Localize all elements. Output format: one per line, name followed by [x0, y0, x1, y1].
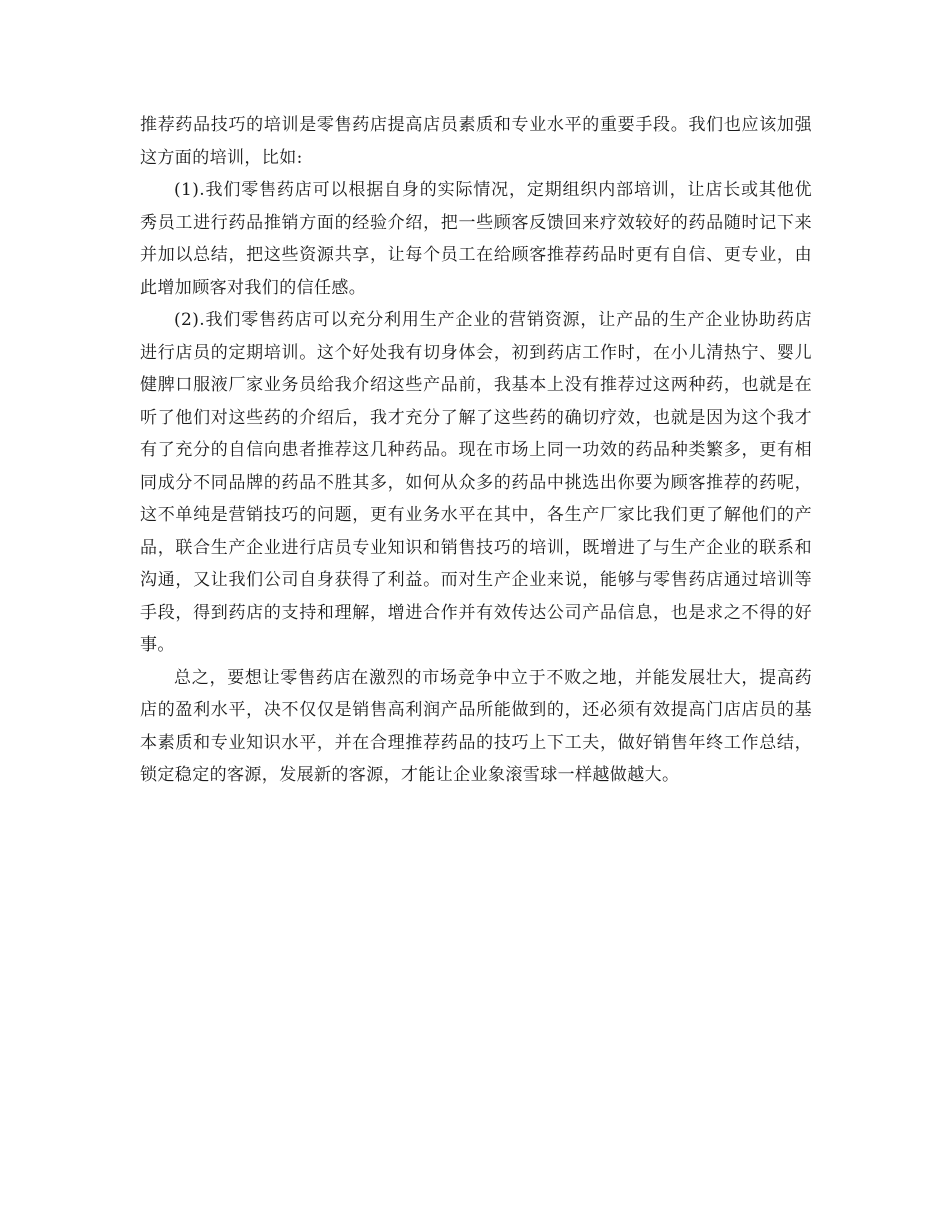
paragraph-point-2: (2).我们零售药店可以充分利用生产企业的营销资源，让产品的生产企业协助药店进行店员的定期培训。这个好处我有切身体会，初到药店工作时，在小儿清热宁、婴儿健脾口服液厂家业务员给我介绍这些产品前，我基本上没有推荐过这两种药，也就是在听了他们对这些药的介绍后，我才充分了解了这些药的确切疗效，也就是因为这个我才有了充分的自信向患者推荐这几种药品。现在市场上同一功效的药品种类繁多，更有相同成分不同品牌的药品不胜其多，如何从众多的药品中挑选出你要为顾客推荐的药呢，这不单纯是营销技巧的问题，更有业务水平在其中，各生产厂家比我们更了解他们的产品，联合生产企业进行店员专业知识和销售技巧的培训，既增进了与生产企业的联系和沟通，又让我们公司自身获得了利益。而对生产企业来说，能够与零售药店通过培训等手段，得到药店的支持和理解，增进合作并有效传达公司产品信息，也是求之不得的好事。	[140, 310, 812, 655]
paragraph-intro: 推荐药品技巧的培训是零售药店提高店员素质和专业水平的重要手段。我们也应该加强这方面的培训，比如:	[140, 115, 812, 168]
document-body	[140, 109, 812, 792]
paragraph-point-1: (1).我们零售药店可以根据自身的实际情况，定期组织内部培训，让店长或其他优秀员工进行药品推销方面的经验介绍，把一些顾客反馈回来疗效较好的药品随时记下来并加以总结，把这些资源共享，让每个员工在给顾客推荐药品时更有自信、更专业，由此增加顾客对我们的信任感。	[140, 180, 812, 298]
paragraph-conclusion: 总之，要想让零售药店在激烈的市场竞争中立于不败之地，并能发展壮大，提高药店的盈利水平，决不仅仅是销售高利润产品所能做到的，还必须有效提高门店店员的基本素质和专业知识水平，并在合理推荐药品的技巧上下工夫，做好销售年终工作总结，锁定稳定的客源，发展新的客源，才能让企业象滚雪球一样越做越大。	[140, 667, 812, 785]
